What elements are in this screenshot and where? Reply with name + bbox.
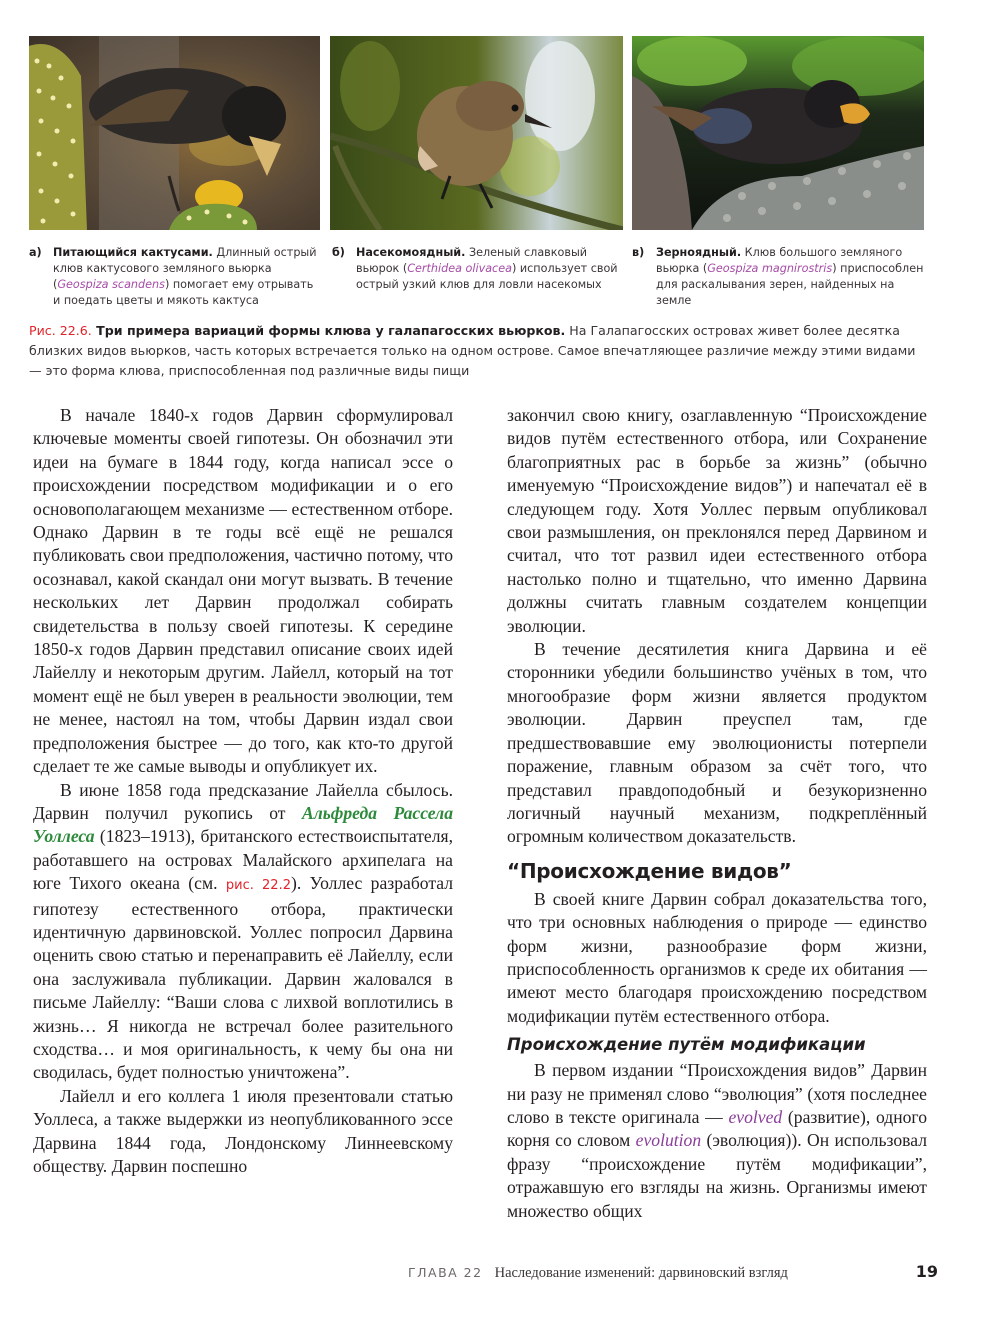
subcaption-text: ) использует свой острый узкий клюв для ловли насекомых [356,262,618,291]
subcaption-b [332,245,622,293]
page-footer [408,1262,938,1282]
paragraph-text: В июне 1858 года предсказание Лайелла сбылось. Дарвин получил рукопись от [33,779,453,823]
paragraph: Лайелл и его коллега 1 июля презентовали статью Уоллеса, а также выдержки из неопубликованного эссе Дарвина 1844 года, Лондонскому Линнеевскому обществу. Дарвин поспешно [33,1085,453,1176]
figure-title: Три примера вариаций формы клюва у галапагосских вьюрков. [91,323,566,338]
subsection-heading: Происхождение путём модификации [507,1035,866,1055]
figure-caption [29,321,929,381]
paragraph-text: (1823–1913), британского естествоиспытателя, работавшего на островах Малайского архипелага на юге Тихого океана (см. [33,826,453,894]
subcaption-lead: Питающийся кактусами. [53,246,213,259]
left-column [33,404,453,1178]
paragraph-text: (развитие), одного корня со словом [507,1106,927,1151]
subcaption-text: Длинный острый клюв кактусового земляного вьюрка ( [53,246,317,291]
paragraph-text: (эволюция)). Он использовал фразу “происхождение путём модификации”, отражавшую его взгляды на жизнь. Организмы имеют множество общих [507,1130,927,1221]
paragraph: В начале 1840-х годов Дарвин сформулировал ключевые моменты своей гипотезы. Он обозначил эти идеи на бумаге в 1844 году, когда написал эссе о происхождении посредством модификации и о его основополагающем механизме — естественном отборе. Однако Дарвин в те годы всё ещё не решался публиковать свои предположения, частично потому, что осознавал, какой скандал они могут вызвать. В течение нескольких лет Дарвин продолжал собирать свидетельства в пользу своей гипотезы. К середине 1850-х годов Дарвин представил описание своих идей Лайеллу и некоторым другим. Лайелл, который на тот момент ещё не был уверен в реальности эволюции, тем не менее, настоял на том, чтобы Дарвин издал свои предположения быстрее — до того, как кто-то другой сделает те же самые выводы и опубликует их. [33,405,453,777]
section-heading: “Происхождение видов” [507,858,792,883]
paragraph [33,779,453,1085]
photo-warbler-finch [330,36,623,230]
photo-cactus-finch [29,36,320,230]
warbler-finch-image [330,36,623,230]
subcaption-letter: а) [29,246,42,259]
subcaption-text: Зеленый славковый вьюрок ( [356,246,588,275]
subcaption-c [632,245,932,309]
paragraph [507,1059,927,1223]
photo-ground-finch [632,36,924,230]
figure-caption-text: На Галапагосских островах живет более десятка близких видов вьюрков, часть которых встречается только на одном острове. Самое впечатляющее различие между этими видами — это форма клюва, приспособленная под различные виды пищи [29,323,916,378]
person-name-highlight: Альфреда Рассела Уоллеса [33,802,453,847]
subcaption-lead: Зерноядный. [656,246,742,259]
paragraph: В своей книге Дарвин собрал доказательства того, что три основных наблюдения о природе — единство форм жизни, разнообразие форм жизни, приспособленность организмов к среде их обитания — имеют место благодаря происхождению посредством модификации путём естественного отбора. [507,888,927,1026]
latin-name: Certhidea olivacea [407,262,512,275]
subcaption-lead: Насекомоядный. [356,246,466,259]
paragraph: В течение десятилетия книга Дарвина и её сторонники убедили большинство учёных в том, что многообразие форм жизни является продуктом эволюции. Дарвин преуспел там, где предшествовавшие ему эволюционисты потерпели поражение, главным образом за счёт того, что представил правдоподобный и безукоризненно логичный научный механизм, подкреплённый огромным количеством доказательств. [507,639,927,847]
subcaption-text: Клюв большого земляного вьюрка ( [656,246,903,275]
figure-number: Рис. 22.6. [29,323,92,338]
subcaption-text: ) приспособлен для раскалывания зерен, найденных на земле [656,262,924,307]
right-column [507,404,927,1223]
chapter-label: ГЛАВА 22 [408,1265,483,1280]
figure-reference-link[interactable]: рис. 22.2 [225,878,291,894]
paragraph: закончил свою книгу, озаглавленную “Происхождение видов путём естественного отбора, или Сохранение благоприятных рас в борьбе за жизнь” (обычно именуемую “Происхождение видов”) и напечатал её в следующем году. Хотя Уоллес первым опубликовал свои размышления, он преклонялся перед Дарвином и считал, что тот развил идеи естественного отбора настолько полно и тщательно, что именно Дарвина должны считать главным создателем концепции эволюции. [507,405,927,636]
cactus-finch-image [29,36,320,230]
ground-finch-image [632,36,924,230]
chapter-title: Наследование изменений: дарвиновский взгляд [494,1265,788,1281]
paragraph-text: В первом издании “Происхождения видов” Дарвин ни разу не применял слово “эволюция” (хотя последнее слово в тексте оригинала — [507,1060,927,1127]
latin-name: Geospiza scandens [57,278,165,291]
subcaption-letter: в) [632,246,645,259]
subcaption-text: ) помогает ему отрывать и поедать цветы и мякоть кактуса [53,278,314,307]
term-highlight: evolution [635,1130,702,1151]
subcaption-a [29,245,319,309]
paragraph-text: ). Уоллес разработал гипотезу естественного отбора, практически идентичную дарвиновской. Уоллес попросил Дарвина оценить свою статью и перенаправить её Лайеллу, если она заслуживала публикации. Дарвин жаловался в письме Лайеллу: “Ваши слова с лихвой воплотились в жизнь… Я никогда не встречал более разительного сходства… и моя оригинальность, к чему бы она ни сводилась, будет полностью уничтожена”. [33,873,454,1083]
page-number: 19 [915,1262,938,1281]
term-highlight: evolved [728,1106,783,1127]
latin-name: Geospiza magnirostris [707,262,833,275]
subcaption-letter: б) [332,246,345,259]
